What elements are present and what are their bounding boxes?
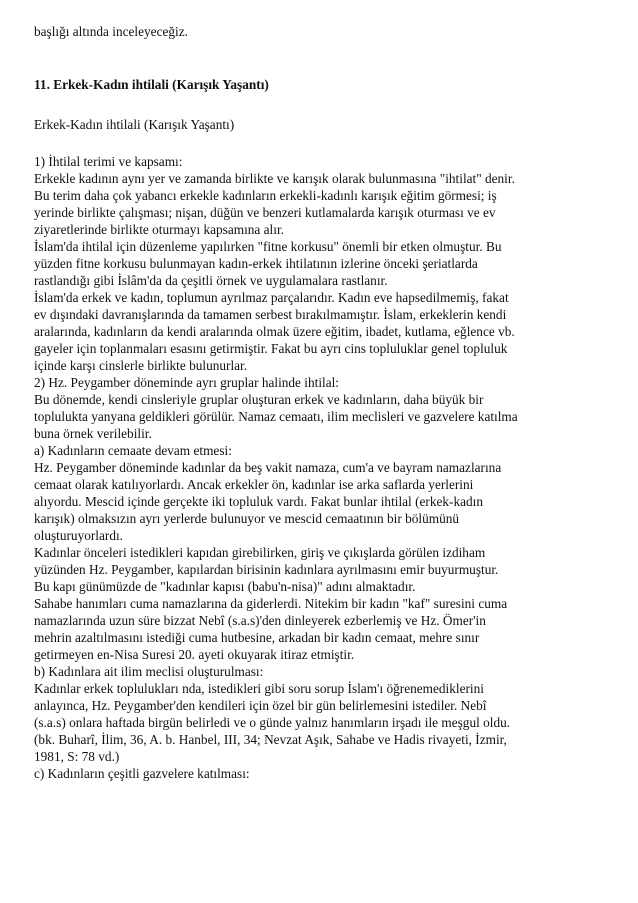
body-line: (bk. Buharî, İlim, 36, A. b. Hanbel, III, 34; Nevzat Aşık, Sahabe ve Hadis rivayeti, İzmir, xyxy=(34,732,507,747)
body-line: getirmeyen en-Nisa Suresi 20. ayeti okuyarak itiraz etmiştir. xyxy=(34,647,355,662)
body-line: içinde karşı cinslerle birlikte bulunurlar. xyxy=(34,358,248,373)
body-line: 1981, S: 78 vd.) xyxy=(34,749,120,764)
body-line: İslam'da ihtilal için düzenleme yapılırken "fitne korkusu" önemli bir etken olmuştur. Bu xyxy=(34,239,502,254)
body-line: yerinde birlikte çalışması; nişan, düğün ve benzeri kutlamalarda karışık oturması ve ev xyxy=(34,205,496,220)
body-line: ziyaretlerinde birlikte oturmayı kapsamına alır. xyxy=(34,222,284,237)
body-line: rastlandığı gibi İslâm'da da çeşitli örnek ve uygulamalara rastlanır. xyxy=(34,273,388,288)
body-line: b) Kadınlara ait ilim meclisi oluşturulması: xyxy=(34,664,264,679)
body-line: ev dışındaki davranışlarında da tamamen serbest bırakılmamıştır. İslam, erkeklerin kendi xyxy=(34,307,507,322)
body-line: mehrin azaltılmasını istediği cuma hutbesine, arkadan bir kadın cemaat, mehre sınır xyxy=(34,630,480,645)
body-line: Bu kapı günümüzde de "kadınlar kapısı (babu'n-nisa)" adını almaktadır. xyxy=(34,579,416,594)
body-line: aralarında, kadınların da kendi aralarında olmak üzere eğitim, ibadet, kutlama, eğlence vb. xyxy=(34,324,515,339)
body-line: karışık) olmaksızın ayrı yerlerde bulunuyor ve mescid cemaatının bir bölümünü xyxy=(34,511,460,526)
section-heading: 11. Erkek-Kadın ihtilali (Karışık Yaşantı) xyxy=(34,77,269,92)
body-line: 2) Hz. Peygamber döneminde ayrı gruplar halinde ihtilal: xyxy=(34,375,339,390)
body-line: a) Kadınların cemaate devam etmesi: xyxy=(34,443,232,458)
body-line: alıyordu. Mescid içinde gerçekte iki topluluk vardı. Fakat bunlar ihtilal (erkek-kadın xyxy=(34,494,484,509)
body-line: anlayınca, Hz. Peygamber'den kendileri için özel bir gün belirlemesini istediler. Nebî xyxy=(34,698,487,713)
body-line: Bu dönemde, kendi cinsleriyle gruplar oluşturan erkek ve kadınların, daha büyük bir xyxy=(34,392,484,407)
body-line: Kadınlar önceleri istedikleri kapıdan girebilirken, giriş ve çıkışlarda görülen izdiham xyxy=(34,545,486,560)
body-line: yüzden fitne korkusu bulunmayan kadın-erkek ihtilatının izlerine önceki şeriatlarda xyxy=(34,256,478,271)
body-line: Bu terim daha çok yabancı erkekle kadınların erkekli-kadınlı karışık eğitim görmesi; iş xyxy=(34,188,497,203)
body-line: Erkekle kadının aynı yer ve zamanda birlikte ve karışık olarak bulunmasına "ihtilat" denir. xyxy=(34,171,515,186)
body-line: Sahabe hanımları cuma namazlarına da giderlerdi. Nitekim bir kadın "kaf" suresini cuma xyxy=(34,596,508,611)
body-line: İslam'da erkek ve kadın, toplumun ayrılmaz parçalarıdır. Kadın eve hapsedilmemiş, fakat xyxy=(34,290,509,305)
body-line: Kadınlar erkek toplulukları nda, istedikleri gibi soru sorup İslam'ı öğrenemediklerini xyxy=(34,681,484,696)
body-line: buna örnek verilebilir. xyxy=(34,426,152,441)
top-line: başlığı altında inceleyeceğiz. xyxy=(34,24,188,39)
body-line: c) Kadınların çeşitli gazvelere katılması: xyxy=(34,766,250,781)
body-line: Hz. Peygamber döneminde kadınlar da beş vakit namaza, cum'a ve bayram namazlarına xyxy=(34,460,502,475)
body-line: namazlarında uzun süre bizzat Nebî (s.a.s)'den dinleyerek ezberlemiş ve Hz. Ömer'in xyxy=(34,613,486,628)
body-line: cemaat olarak katılıyorlardı. Ancak erkekler ön, kadınlar ise arka saflarda yerlerini xyxy=(34,477,474,492)
body-line: gayeler için toplanmaları esasını getirmiştir. Fakat bu ayrı cins topluluklar genel topluluk xyxy=(34,341,508,356)
body-line: oluşturuyorlardı. xyxy=(34,528,124,543)
section-subheading: Erkek-Kadın ihtilali (Karışık Yaşantı) xyxy=(34,117,235,132)
body-line: 1) İhtilal terimi ve kapsamı: xyxy=(34,154,183,169)
body-line: toplulukta yanyana geldikleri görülür. Namaz cemaatı, ilim meclisleri ve gazvelere katılma xyxy=(34,409,518,424)
body-line: yüzünden Hz. Peygamber, kapılardan birisinin kadınlara ayrılmasını emir buyurmuştur. xyxy=(34,562,499,577)
body-line: (s.a.s) onlara haftada birgün belirledi ve o günde yalnız hanımların irşadı ile meşgul oldu. xyxy=(34,715,511,730)
